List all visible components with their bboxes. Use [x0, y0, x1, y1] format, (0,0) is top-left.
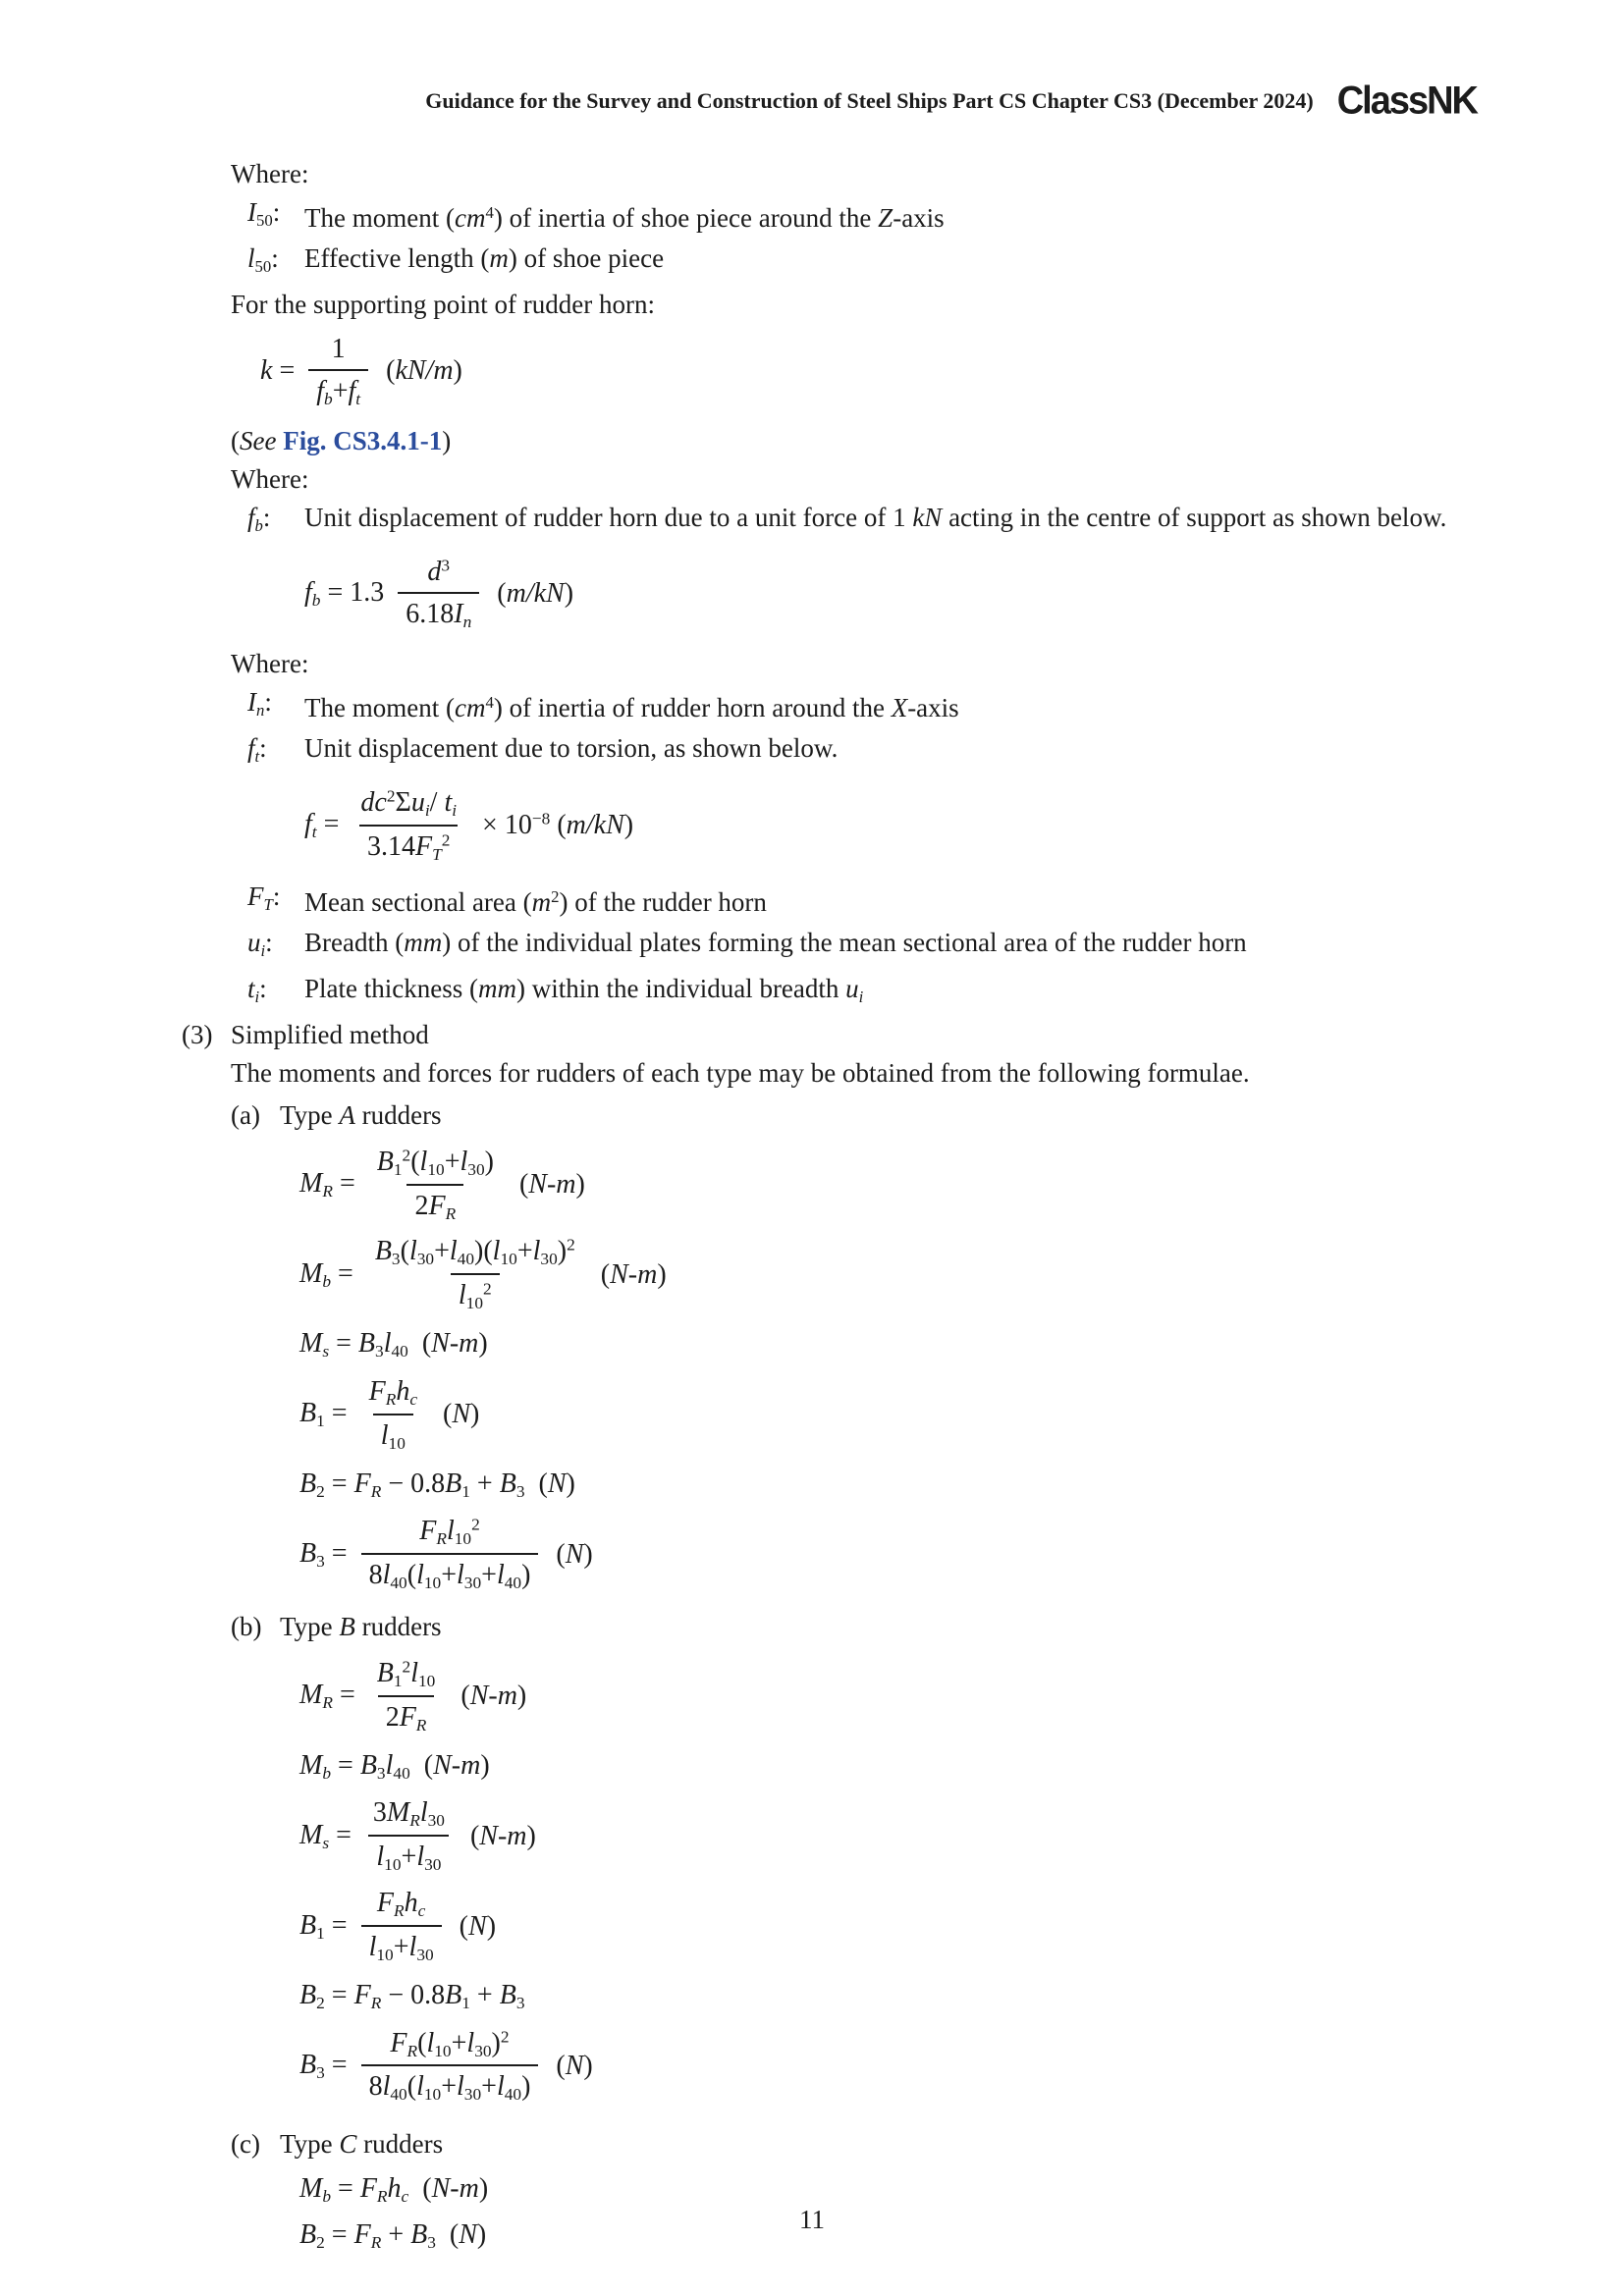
definition-row-ui [0, 924, 1545, 970]
denominator: $l_{10}+l_{30}$ [361, 1925, 442, 1966]
fraction [352, 785, 464, 866]
formula-unit: (N) [556, 2050, 593, 2081]
formula-mr-b [0, 1656, 1545, 1736]
numerator: $F_Rh_c$ [376, 1888, 426, 1921]
numerator: 1 [331, 334, 346, 365]
fraction [361, 2026, 539, 2107]
formula-unit: × $10^{-8}$ (m/kN) [482, 809, 634, 841]
formula-expression: $M_b = F_Rh_c$ [299, 2173, 409, 2207]
fraction [361, 1374, 425, 1455]
formula-expression: $B_2 = F_R - 0.8B_1 + B_3$ [299, 1468, 525, 1501]
formula-mb-b [0, 1746, 1545, 1787]
formula-ms-b [0, 1795, 1545, 1876]
figure-link[interactable]: Fig. CS3.4.1-1 [283, 425, 443, 455]
numerator: $dc^2\Sigma u_i/$ $t_i$ [360, 786, 458, 821]
subsection-title: Type A rudders [280, 1099, 442, 1130]
fraction [367, 1234, 583, 1314]
definition-row-fb [0, 499, 1545, 545]
classnk-logo: ClassNK [1336, 79, 1477, 124]
definition-description: Plate thickness (mm) within the individual breadth $u_i$ [304, 973, 864, 1006]
numerator: $B_3(l_{30}+l_{40})(l_{10}+l_{30})^2$ [374, 1235, 575, 1269]
numerator: $3M_Rl_{30}$ [372, 1797, 445, 1831]
fraction [369, 1656, 444, 1736]
denominator: $f_b+f_t$ [308, 369, 368, 410]
definition-description: Mean sectional area $(m^2)$ of the rudder horn [304, 886, 767, 917]
formula-b1-b [0, 1886, 1545, 1966]
formula-lhs: $f_b = 1.3$ [304, 577, 385, 611]
fraction [369, 1145, 502, 1225]
definition-symbol: $I_n$: [247, 686, 272, 720]
definition-symbol: $f_t$: [247, 732, 267, 766]
support-point-line: For the supporting point of rudder horn: [231, 290, 655, 320]
numerator: $B_1^2l_{10}$ [376, 1657, 436, 1691]
formula-ft [0, 785, 1545, 866]
definition-row-in [0, 683, 1545, 729]
formula-lhs: $B_3$ = [299, 2049, 348, 2083]
formula-b2-b [0, 1976, 1545, 2016]
page-header [0, 79, 1477, 124]
formula-unit: (N-m) [460, 1681, 527, 1712]
denominator: $l_{10}+l_{30}$ [368, 1835, 449, 1876]
formula-lhs: $M_s$ = [299, 1819, 352, 1853]
formula-lhs: $M_b$ = [299, 1257, 353, 1292]
definition-row-FT [0, 878, 1545, 924]
subsection-marker: (c) [231, 2129, 260, 2160]
formula-unit: (N) [538, 1468, 575, 1499]
definition-description: Unit displacement of rudder horn due to a unit force of 1 kN acting in the centre of support as shown below. [304, 502, 1447, 532]
fraction [365, 1795, 453, 1876]
numerator: $F_R(l_{10}+l_{30})^2$ [390, 2026, 510, 2060]
formula-b3-b [0, 2026, 1545, 2107]
formula-unit: (N-m) [422, 2173, 489, 2205]
definition-symbol: $F_T$: [247, 881, 281, 914]
definition-symbol: $t_i$: [247, 973, 267, 1006]
definition-row-ti [0, 970, 1545, 1016]
formula-fb [0, 555, 1545, 633]
denominator: $2F_R$ [406, 1184, 463, 1225]
subsection-title: Type C rudders [280, 2129, 444, 2160]
formula-lhs: $B_1$ = [299, 1398, 348, 1431]
definition-symbol: $f_b$: [247, 502, 271, 535]
formula-mb-a [0, 1234, 1545, 1314]
subsection-b-heading [0, 1608, 1545, 1646]
where-label-1: Where: [231, 159, 309, 188]
definition-description: Unit displacement due to torsion, as shown below. [304, 732, 839, 763]
formula-mb-c [0, 2169, 1545, 2210]
formula-lhs: k = [260, 355, 296, 387]
numerator: $d^3$ [427, 556, 451, 587]
definition-symbol: $u_i$: [247, 927, 273, 960]
formula-unit: (kN/m) [386, 355, 462, 387]
fraction [361, 1886, 442, 1966]
formula-expression: $B_2 = F_R + B_3$ [299, 2218, 436, 2253]
formula-lhs: $M_R$ = [299, 1168, 355, 1201]
denominator: $6.18I_n$ [398, 592, 479, 633]
formula-unit: (N-m) [423, 1749, 490, 1781]
definition-description: Effective length (m) of shoe piece [304, 243, 665, 274]
formula-b2-a [0, 1465, 1545, 1505]
denominator: $l_{10}$ [373, 1414, 413, 1455]
fraction [361, 1514, 539, 1594]
subsection-a-heading [0, 1096, 1545, 1135]
formula-lhs: $f_t$ = [304, 809, 340, 842]
formula-unit: (N) [449, 2218, 487, 2250]
subsection-c-heading [0, 2125, 1545, 2163]
where-label-3: Where: [231, 648, 309, 678]
subsection-marker: (a) [231, 1099, 260, 1130]
section-title: Simplified method [231, 1019, 429, 1049]
formula-b1-a [0, 1374, 1545, 1455]
formula-lhs: $M_R$ = [299, 1680, 355, 1713]
formula-ms-a [0, 1324, 1545, 1364]
section-marker: (3) [182, 1019, 213, 1049]
formula-unit: (N) [443, 1399, 480, 1430]
see-figure-post: ) [442, 425, 452, 455]
numerator: $F_Rh_c$ [368, 1375, 418, 1410]
denominator: $8l_{40}(l_{10}+l_{30}+l_{40})$ [361, 1553, 539, 1594]
formula-unit: (N-m) [469, 1820, 536, 1851]
subsection-marker: (b) [231, 1612, 262, 1641]
section-3-heading [0, 1016, 1545, 1054]
numerator: $B_1^2(l_{10}+l_{30})$ [376, 1146, 494, 1179]
fraction [398, 555, 479, 633]
formula-unit: (N) [459, 1910, 497, 1942]
formula-b3-a [0, 1514, 1545, 1594]
page-body [0, 155, 1545, 2262]
see-figure-pre: (See [231, 425, 277, 455]
formula-unit: (N-m) [600, 1258, 667, 1290]
denominator: $8l_{40}(l_{10}+l_{30}+l_{40})$ [361, 2064, 539, 2106]
formula-unit: (N) [556, 1538, 593, 1570]
definition-symbol: $l_{50}$: [247, 243, 279, 277]
section-3-intro: The moments and forces for rudders of each type may be obtained from the following formulae. [231, 1057, 1250, 1088]
definition-symbol: $I_{50}$: [247, 197, 281, 231]
denominator: $l_{10}^2$ [451, 1273, 500, 1314]
definition-row-i50 [0, 193, 1545, 240]
denominator: $3.14F_T^2$ [359, 825, 458, 866]
definition-row-ft [0, 729, 1545, 775]
see-figure-reference [0, 422, 1545, 460]
page-number: 11 [799, 2205, 825, 2234]
definition-description: The moment $(cm^4)$ of inertia of shoe piece around the Z-axis [304, 203, 945, 234]
definition-description: Breadth (mm) of the individual plates forming the mean sectional area of the rudder horn [304, 927, 1247, 957]
formula-lhs: $B_1$ = [299, 1909, 348, 1943]
formula-unit: (m/kN) [497, 578, 574, 610]
definition-description: The moment $(cm^4)$ of inertia of rudder horn around the X-axis [304, 692, 959, 723]
formula-mr-a [0, 1145, 1545, 1225]
numerator: $F_Rl_{10}^2$ [419, 1515, 480, 1549]
doc-title: Guidance for the Survey and Construction of Steel Ships Part CS Chapter CS3 (December 2024) [425, 88, 1314, 113]
definition-row-l50 [0, 240, 1545, 286]
formula-expression: $B_2 = F_R - 0.8B_1 + B_3$ [299, 1979, 525, 2013]
formula-expression: $M_b = B_3l_{40}$ [299, 1749, 410, 1783]
fraction [308, 332, 368, 410]
formula-unit: (N-m) [518, 1169, 585, 1201]
formula-unit: (N-m) [421, 1328, 488, 1360]
where-label-2: Where: [231, 463, 309, 494]
subsection-title: Type B rudders [280, 1612, 442, 1641]
denominator: $2F_R$ [378, 1695, 435, 1736]
formula-k [0, 332, 1545, 410]
formula-lhs: $B_3$ = [299, 1537, 348, 1571]
formula-expression: $M_s = B_3l_{40}$ [299, 1328, 408, 1362]
